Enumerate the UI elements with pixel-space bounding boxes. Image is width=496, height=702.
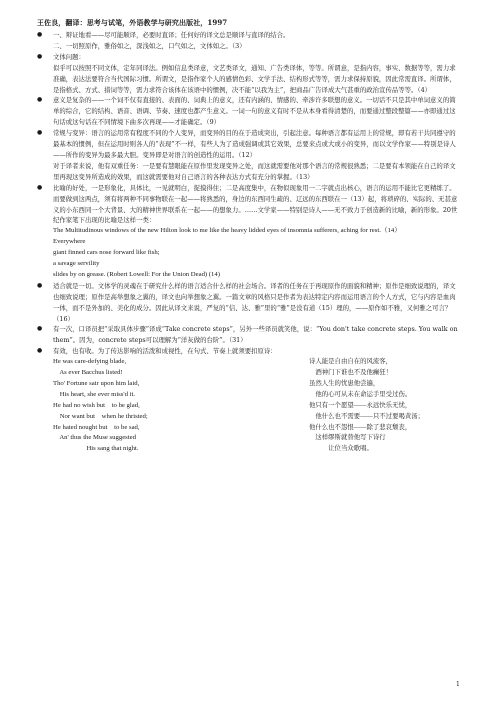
paragraph-10: ● 有一次，口译员把“采取具体步骤”译成“Take concrete steps”，另外一些译员就笑他，说：“You don't take concrete steps. You walk on them”。因为，concrete steps可以理解为“洋灰做的台阶”。（31） [37,324,461,346]
paragraph-1: ● 一、辩证地看——尽可能顺译，必要时直译；任何好的译文总是顺译与直译的结合。 [37,30,461,41]
document-body [37,30,461,455]
poem-en-line: As ever Bacchus listed! [53,369,123,377]
poem-zh-line: 他什么也不怨恨——除了悲哀颓丧， [309,423,412,431]
poem-zh-line: 让位当众歌唱。 [309,445,373,453]
poem-en-line: An' thus the Muse suggested [53,434,136,442]
poem-zh-line: 诗人能是自由自在的风流客， [309,358,393,366]
english-quote-line: slides by on grease. (Robert Lowell: For the Union Dead) (14) [53,270,220,278]
paragraph-6: ● 常规与变异：语言的运用常有程度不同的个人变异，而变异的目的在于造成突出，引起注意。每种语言都有运用上的常规，即有若干共同遵守的最基本的惯例，但在运用时则各人的“表现”不一样，有些人为了造成强调或其它效果，总要来点或大或小的变异，而以文学作家——特别是诗人——所作的变异为最多最大胆。变异即是对语言的创造性的运用。（12） [37,128,461,161]
english-quote-line: a savage servility [53,260,100,268]
poem-zh-line: 他的心可从未在命运手里受过伤。 [309,390,412,398]
paragraph-2: 二、一切照原作，雅俗如之，深浅如之，口气如之，文体如之。（3） [53,41,246,50]
poem-zh-line: 酒神门下谁也不及他癫狂！ [309,369,393,377]
paragraph-8: ● 比喻的好处，一是形象化，具体比，一见就明白，捉摸得住；二是高度集中，在物似现象用一二字就点出核心，语言的运用不能比它更精练了。而要做到这两点，须有将两种不同事物联在一起——将熟悉的，身边的东西同生疏的、辽远的东西联在一（13）起，将琐碎的、实际的、无甚意义的小东西同一个大背景、大的精神世界联系在一起——的想象力。……文学家——特别是诗人——无不致力于创造新的比喻，新的形象。20世纪作家笔下出现的比喻是这样一类： [37,183,461,227]
poem-block [37,357,461,455]
poem-en-line: His sang that night. [53,445,139,453]
paragraph-5: ● 意义是复杂的——一个词不仅有直接的、表面的、词典上的意义，还有内涵的、情感的、牵涉许多联想的意义。一切话不只是其中单词意义的简单的综合，它的结构、语音、语调、节奏、速度也都产生意义。一词一句的意义有时不是从本身看得清楚的，而要通过整段整篇——亦即通过这句话或这句话在不同情境下曲多次再现——才能确定。（9） [37,95,461,128]
english-quote-line: giant finned cars nose forward like fish; [53,249,160,257]
paragraph-7: 对于译者来说，他有双重任务：一是要有慧眼能在原作里发现变异之处，而这就需要他对那个语言的常规很熟悉；二是要有本领能在自己的译文里再现这变异所造成的效果，而这就需要他对自己语言的各种表达方式有充分的掌握。（13） [53,161,456,181]
poem-english [37,357,309,455]
paragraph-11: ● 有效，也有收。为了传达影响的活泼和成视性，在句式、节奏上就须要扣原诗： [37,346,461,357]
paragraph-4: 似乎可以按照不同文体，定年同译法。例如信息类译意，文艺类译文，通知、广告类译体，等等。所谓意，是指内容，事实、数据等等，需力求准确，表达法要符合当代国际习惯。所谓文，是指作家个人的感情色彩、文学手法、结构形式等等，需力求保持原貌，因此常需直译。所谓体，是指格式、方式、措词等等，需力求符合该体在该语中的惯例，决不能“以我为主”，把商品广告译成大气甚重的政治宣传品等等。（4） [53,63,456,94]
poem-zh-line: 他只有一个愿望——永远快乐无忧， [309,401,412,409]
page-number: 1 [456,681,460,688]
poem-en-line: Nor want but when he thristed; [53,412,148,420]
english-quote-1: The Multitudinous windows of the new Hilton look to me like the heavy lidded eyes of insomnia sufferers, aching for rest.（14） [53,227,401,235]
paragraph-3: ● 文体问题： [37,52,461,63]
poem-zh-line: 这样缪斯就替他写下诗行 [309,434,386,442]
poem-en-line: His heart, she ever miss'd it. [53,390,135,398]
poem-chinese [309,357,461,455]
paragraph-9: ● 适合就是一切。文体学的灵魂在于研究什么样的语言适合什么样的社会场合。译者的任务在于再现原作的面貌和精神；原作是细致说理的，译文也细致说理；原作是高举想象之翼的，译文也向举想象之翼。一篇文章的风格只是作者为表达特定内容而运用语言的个人方式，它与内容是血肉一体，而不是外加的、美化的成分。因此从译文来说，严复的“信、达、雅”里的“雅”是没有道（15）理的，——原作如不雅，又何雅之可言？（16） [37,281,461,325]
english-quote-line: Everywhere [53,238,86,246]
poem-zh-line: 虽然人生的忧患他尝遍， [309,379,380,387]
poem-en-line: He hated nought but to be sad, [53,423,140,431]
poem-en-line: He had no wish but to be glad, [53,401,140,409]
poem-en-line: Tho' Fortune sair upon him laid, [53,379,140,387]
poem-en-line: He was care-defying blade, [53,358,127,366]
poem-zh-line: 他什么也不需要——只不过要喝黄汤； [309,412,425,420]
page-title: 王佐良，翻译：思考与试笔，外语教学与研究出版社，1997 [37,18,228,27]
